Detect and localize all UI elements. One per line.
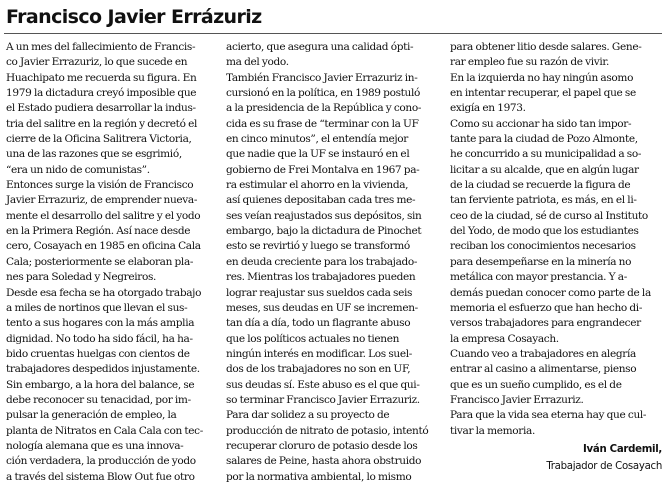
article-text-line: a miles de nortinos que llevan el sus- xyxy=(6,301,188,314)
article-text-line: del Yodo, de modo que los estudiantes xyxy=(450,225,639,238)
title-divider xyxy=(4,33,662,34)
article-text-line: cursionó en la política, en 1989 postuló xyxy=(226,87,420,100)
article-text-line: entrar al casino a alimentarse, pienso xyxy=(450,363,637,376)
article-text-line: Como su accionar ha sido tan impor- xyxy=(450,117,632,130)
article-text-line: Para que la vida sea eterna hay que cul- xyxy=(450,409,647,422)
article-text-line: nología alemana que es una innova- xyxy=(6,439,184,452)
article-column-2 xyxy=(226,40,434,494)
article-text-line: tivar la memoria. xyxy=(450,424,535,437)
article-text-line: memoria el esfuerzo que han hecho di- xyxy=(450,301,643,314)
article-text-line: planta de Nitratos en Cala Cala con tec- xyxy=(6,424,203,437)
article-text-line: 1979 la dictadura creyó imposible que xyxy=(6,87,197,100)
article-text-line: a través del sistema Blow Out fue otro xyxy=(6,470,195,483)
article-text-line: ma del yodo. xyxy=(226,56,289,69)
article-text-line: A un mes del fallecimiento de Francis- xyxy=(6,41,196,53)
article-text-line: esto se revirtió y luego se transformó xyxy=(226,240,410,253)
article-text-line: producción de nitrato de potasio, intentó xyxy=(226,424,429,437)
article-text-line: debe reconocer su tenacidad, por im- xyxy=(6,393,191,406)
article-text-line: res. Mientras los trabajadores pueden xyxy=(226,271,416,284)
article-text-line: salares de Peine, hasta ahora obstruido xyxy=(226,455,422,468)
article-text-line: nes para Soledad y Negreiros. xyxy=(6,271,157,284)
article-text-line: así quienes depositaban cada tres me- xyxy=(226,194,416,207)
article-text-line: “era un nido de comunistas”. xyxy=(6,163,150,176)
article-text-line: cero, Cosayach en 1985 en oficina Cala xyxy=(6,240,201,253)
article-text-line: demás puedan conocer como parte de la xyxy=(450,286,651,299)
article-text-line: en deuda creciente para los trabajado- xyxy=(226,255,418,268)
article-text-line: en intentar recuperar, el papel que se xyxy=(450,87,636,100)
article-text-line: Javier Errazuriz, de emprender nueva- xyxy=(6,194,198,207)
article-text-line: Francisco Javier Errazuriz. xyxy=(450,393,584,406)
article-text-line: Cala; posteriormente se elaboran pla- xyxy=(6,255,194,268)
article-text-line: de la ciudad se recuerde la figura de xyxy=(450,179,631,192)
article-text-line: cierre de la Oficina Salitrera Victoria, xyxy=(6,133,192,146)
article-title: Francisco Javier Errázuriz xyxy=(6,6,262,28)
article-text-line: metálica con mayor prestancia. Y a- xyxy=(450,271,627,284)
article-text-line: Huachipato me recuerda su figura. En xyxy=(6,71,197,84)
article-text-line: embargo, bajo la dictadura de Pinochet xyxy=(226,225,422,238)
article-text-line: Para dar solidez a su proyecto de xyxy=(226,409,390,422)
article-text-line: so terminar Francisco Javier Errazuriz. xyxy=(226,393,420,406)
article-text-line: Cuando veo a trabajadores en alegría xyxy=(450,347,636,360)
article-text-line: tento a sus hogares con la más amplia xyxy=(6,317,195,330)
article-text-line: dos de los trabajadores no son en UF, xyxy=(226,363,411,376)
article-text-line: en cinco minutos”, el entendía mejor xyxy=(226,133,408,146)
article-text-line: exigía en 1973. xyxy=(450,102,526,115)
article-text-line: reciban los conocimientos necesarios xyxy=(450,240,636,253)
article-text-line: tan ferviente patriota, es más, en el li- xyxy=(450,194,637,207)
article-text-line: Sin embargo, a la hora del balance, se xyxy=(6,378,195,391)
article-text-line: por la normativa ambiental, lo mismo xyxy=(226,470,412,483)
article-text-line: trabajadores despedidos injustamente. xyxy=(6,363,200,376)
article-text-line: tan día a día, todo un flagrante abuso xyxy=(226,317,411,330)
article-text-line: pulsar la generación de empleo, la xyxy=(6,409,177,422)
article-text-line: acierto, que asegura una calidad ópti- xyxy=(226,41,414,53)
article-text-line: una de las razones que se esgrimió, xyxy=(6,148,182,161)
article-text-line: sus deudas sí. Este abuso es el que qui- xyxy=(226,378,420,391)
article-text-line: ción verdadera, la producción de yodo xyxy=(6,455,196,468)
article-text-line: he concurrido a su municipalidad a so- xyxy=(450,148,642,161)
article-text-line: Entonces surge la visión de Francisco xyxy=(6,179,194,192)
article-text-line: cida es su frase de “terminar con la UF xyxy=(226,117,419,130)
article-text-line: para desempeñarse en la minería no xyxy=(450,255,632,268)
article-text-line: tante para la ciudad de Pozo Almonte, xyxy=(450,133,638,146)
article-text-line: el Estado pudiera desarrollar la indus- xyxy=(6,102,196,115)
article-text-line: tria del salitre en la región y decretó el xyxy=(6,117,197,130)
article-column-1 xyxy=(6,40,214,494)
article-text-line: licitar a su alcalde, que en algún lugar xyxy=(450,163,639,176)
article-text-line: en la Primera Región. Así nace desde xyxy=(6,225,191,238)
article-text-line: ses veían reajustados sus depósitos, sin xyxy=(226,209,422,222)
article-text-line: ceo de la ciudad, sé de curso al Instituto xyxy=(450,209,648,222)
author-name: Iván Cardemil, xyxy=(583,443,662,455)
article-text-line: bido cruentas huelgas con cientos de xyxy=(6,347,190,360)
article-text-line: recuperar cloruro de potasio desde los xyxy=(226,439,418,452)
author-role: Trabajador de Cosayach xyxy=(546,460,662,472)
article-text-line: ra estimular el ahorro en la vivienda, xyxy=(226,179,409,192)
article-text-line: dignidad. No todo ha sido fácil, ha ha- xyxy=(6,332,193,345)
article-text-line: que nadie que la UF se instauró en el xyxy=(226,148,410,161)
article-text-line: rar empleo fue su razón de vivir. xyxy=(450,56,609,69)
article-column-3 xyxy=(450,40,662,494)
article-text-line: gobierno de Frei Montalva en 1967 pa- xyxy=(226,163,420,176)
article-text-line: También Francisco Javier Errazuriz in- xyxy=(226,71,418,84)
article-text-line: la empresa Cosayach. xyxy=(450,332,559,345)
article-text-line: que los políticos actuales no tienen xyxy=(226,332,400,345)
article-text-line: para obtener litio desde salares. Gene- xyxy=(450,41,642,53)
article-text-line: En la izquierda no hay ningún asomo xyxy=(450,71,634,84)
article-text-line: ningún interés en modificar. Los suel- xyxy=(226,347,412,360)
article-text-line: mente el desarrollo del salitre y el yodo xyxy=(6,209,201,222)
article-text-line: que es un sueño cumplido, es el de xyxy=(450,378,622,391)
article-text-line: meses, sus deudas en UF se incremen- xyxy=(226,301,418,314)
article-text-line: co Javier Errazuriz, lo que sucede en xyxy=(6,56,188,69)
article-text-line: Desde esa fecha se ha otorgado trabajo xyxy=(6,286,202,299)
article-text-line: lograr reajustar sus sueldos cada seis xyxy=(226,286,413,299)
article-text-line: a la presidencia de la República y cono- xyxy=(226,102,422,115)
article-text-line: versos trabajadores para engrandecer xyxy=(450,317,641,330)
